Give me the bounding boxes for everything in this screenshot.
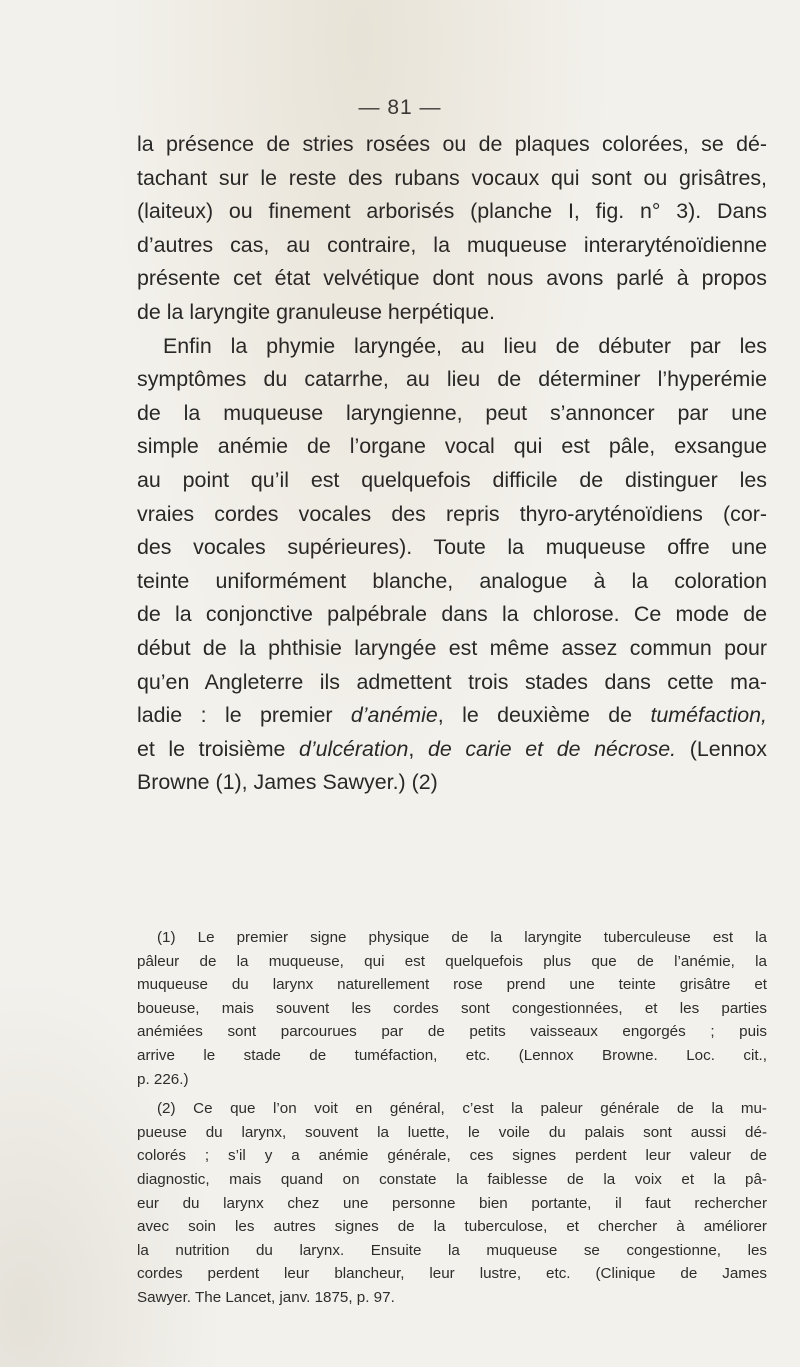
footnote-2: [137, 1097, 767, 1309]
text-run: (Lennox: [676, 736, 768, 761]
footnote-line: p. 226.): [137, 1070, 189, 1088]
text-line: Browne (1), James Sawyer.) (2): [137, 770, 438, 795]
footnote-line: avec soin les autres signes de la tuberculose, et chercher à améliorer: [137, 1218, 767, 1236]
footnote-line: pâleur de la muqueuse, qui est quelquefois plus que de l’anémie, la: [137, 952, 767, 970]
text-line-with-italics: [137, 699, 767, 733]
text-run: , le deuxième de: [437, 703, 651, 728]
text-line: symptômes du catarrhe, au lieu de déterminer l’hyperémie: [137, 367, 767, 392]
text-line: au point qu’il est quelquefois difficile de distinguer les: [137, 467, 767, 492]
footnote-line: cordes perdent leur blancheur, leur lustre, etc. (Clinique de James: [137, 1265, 767, 1283]
footnote-line: pueuse du larynx, souvent la luette, le voile du palais sont aussi dé-: [137, 1123, 767, 1141]
italic-term: d’ulcération: [299, 736, 409, 761]
page-number: — 81 —: [358, 96, 442, 119]
text-run: et le troisième: [137, 736, 300, 761]
text-line: simple anémie de l’organe vocal qui est pâle, exsangue: [137, 434, 767, 459]
footnote-line: Sawyer. The Lancet, janv. 1875, p. 97.: [137, 1288, 395, 1306]
text-line: d’autres cas, au contraire, la muqueuse interaryténoïdienne: [137, 232, 767, 257]
footnote-line: eur du larynx chez une personne bien portante, il faut rechercher: [137, 1194, 767, 1212]
text-line: teinte uniformément blanche, analogue à la coloration: [137, 568, 767, 593]
main-text: [137, 128, 767, 800]
text-run: ladie : le premier: [137, 703, 351, 728]
footnote-line: boueuse, mais souvent les cordes sont congestionnées, et les parties: [137, 999, 767, 1017]
footnote-line: diagnostic, mais quand on constate la faiblesse de la voix et la pâ-: [137, 1170, 767, 1188]
text-line: de la laryngite granuleuse herpétique.: [137, 299, 495, 324]
text-line: début de la phthisie laryngée est même assez commun pour: [137, 635, 767, 660]
text-line: vraies cordes vocales des repris thyro-aryténoïdiens (cor-: [137, 501, 767, 526]
text-line: des vocales supérieures). Toute la muqueuse offre une: [137, 535, 767, 560]
footnote-line: muqueuse du larynx naturellement rose prend une teinte grisâtre et: [137, 976, 767, 994]
italic-term: de carie et de nécrose.: [427, 736, 677, 761]
footnotes: [137, 926, 767, 1316]
text-line: qu’en Angleterre ils admettent trois stades dans cette ma-: [137, 669, 767, 694]
italic-term: d’anémie: [350, 703, 438, 728]
text-line: de la muqueuse laryngienne, peut s’annoncer par une: [137, 400, 767, 425]
footnote-1: [137, 926, 767, 1091]
footnote-line: colorés ; s’il y a anémie générale, ces signes perdent leur valeur de: [137, 1147, 767, 1165]
paragraph-2: [137, 330, 767, 800]
footnote-line: (2) Ce que l’on voit en général, c’est la paleur générale de la mu-: [157, 1100, 767, 1118]
paragraph-1: [137, 128, 767, 330]
text-line: de la conjonctive palpébrale dans la chlorose. Ce mode de: [137, 602, 767, 627]
footnote-line: (1) Le premier signe physique de la laryngite tuberculeuse est la: [157, 929, 767, 946]
text-line: tachant sur le reste des rubans vocaux qui sont ou grisâtres,: [137, 165, 767, 190]
text-line: présente cet état velvétique dont nous avons parlé à propos: [137, 266, 767, 291]
text-run: ,: [408, 736, 428, 761]
italic-term: tuméfaction,: [650, 703, 767, 728]
footnote-line: arrive le stade de tuméfaction, etc. (Lennox Browne. Loc. cit.,: [137, 1046, 767, 1064]
footnote-line: anémiées sont parcourues par de petits vaisseaux engorgés ; puis: [137, 1023, 767, 1041]
text-line: la présence de stries rosées ou de plaques colorées, se dé-: [137, 132, 767, 156]
footnote-line: la nutrition du larynx. Ensuite la muqueuse se congestionne, les: [137, 1241, 767, 1259]
text-line: (laiteux) ou finement arborisés (planche I, fig. n° 3). Dans: [137, 199, 767, 224]
text-line-with-italics: [137, 733, 767, 767]
text-line: Enfin la phymie laryngée, au lieu de débuter par les: [163, 333, 767, 358]
